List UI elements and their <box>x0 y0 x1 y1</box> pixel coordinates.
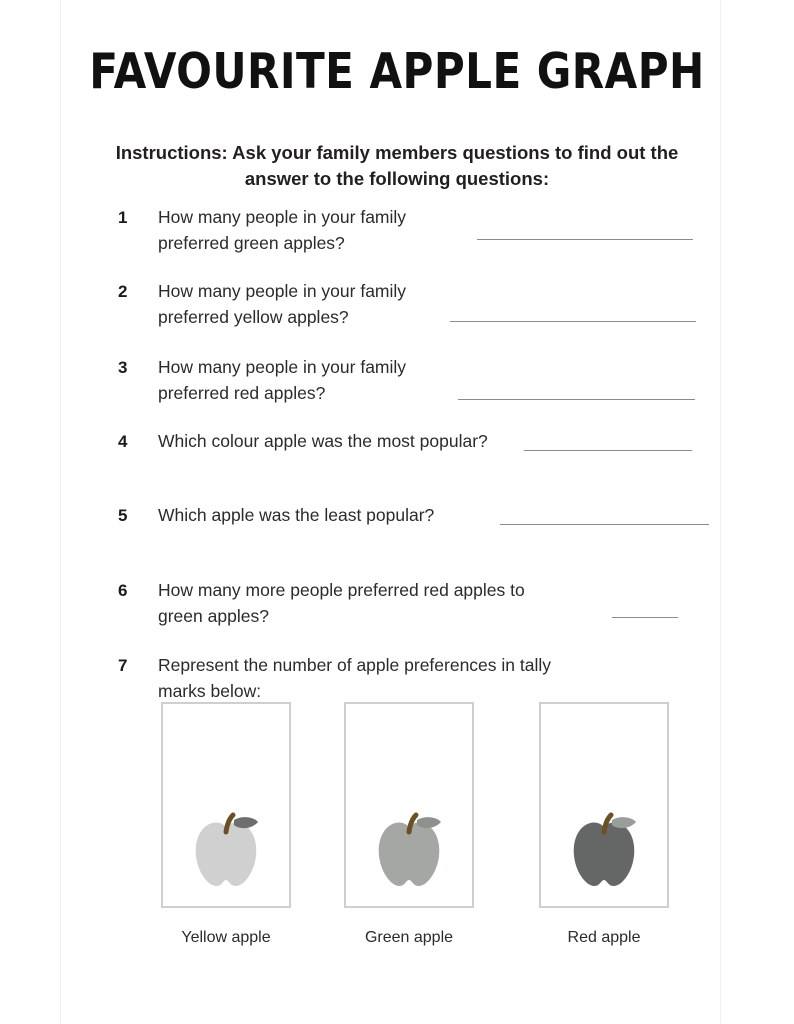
question-4-text: Which colour apple was the most popular? <box>158 431 488 451</box>
answer-line-3[interactable] <box>458 399 695 400</box>
question-3-number: 3 <box>118 358 128 377</box>
answer-line-4[interactable] <box>524 450 692 451</box>
tally-box-label-green: Green apple <box>364 929 454 946</box>
apple-icon-red <box>564 806 644 892</box>
instructions-text: Instructions: Ask your family members questions to find out the answer to the following questions: <box>115 142 679 189</box>
question-7-number: 7 <box>118 656 128 675</box>
answer-line-2[interactable] <box>450 321 696 322</box>
apple-icon-yellow <box>186 806 266 892</box>
margin-guide-left <box>60 0 61 1024</box>
question-3-text: How many people in your family preferred red apples? <box>158 357 407 403</box>
question-4-number: 4 <box>118 432 128 451</box>
question-2-text: How many people in your family preferred yellow apples? <box>158 281 407 327</box>
question-5-number: 5 <box>118 506 128 525</box>
question-7-text: Represent the number of apple preferences in tally marks below: <box>158 655 552 701</box>
question-6-number: 6 <box>118 581 128 600</box>
question-1-number: 1 <box>118 208 128 227</box>
tally-box-label-red: Red apple <box>567 929 641 946</box>
tally-box-yellow[interactable] <box>161 702 291 908</box>
answer-line-1[interactable] <box>477 239 693 240</box>
question-6-text: How many more people preferred red apples to green apples? <box>158 580 525 626</box>
tally-box-red[interactable] <box>539 702 669 908</box>
question-2-number: 2 <box>118 282 128 301</box>
page-title: FAVOURITE APPLE GRAPH <box>89 43 705 100</box>
apple-icon-green <box>369 806 449 892</box>
margin-guide-right <box>720 0 721 1024</box>
question-5-text: Which apple was the least popular? <box>158 505 435 525</box>
answer-line-5[interactable] <box>500 524 709 525</box>
question-1-text: How many people in your family preferred green apples? <box>158 207 407 253</box>
tally-box-green[interactable] <box>344 702 474 908</box>
answer-line-6[interactable] <box>612 617 678 618</box>
tally-box-label-yellow: Yellow apple <box>181 929 271 946</box>
